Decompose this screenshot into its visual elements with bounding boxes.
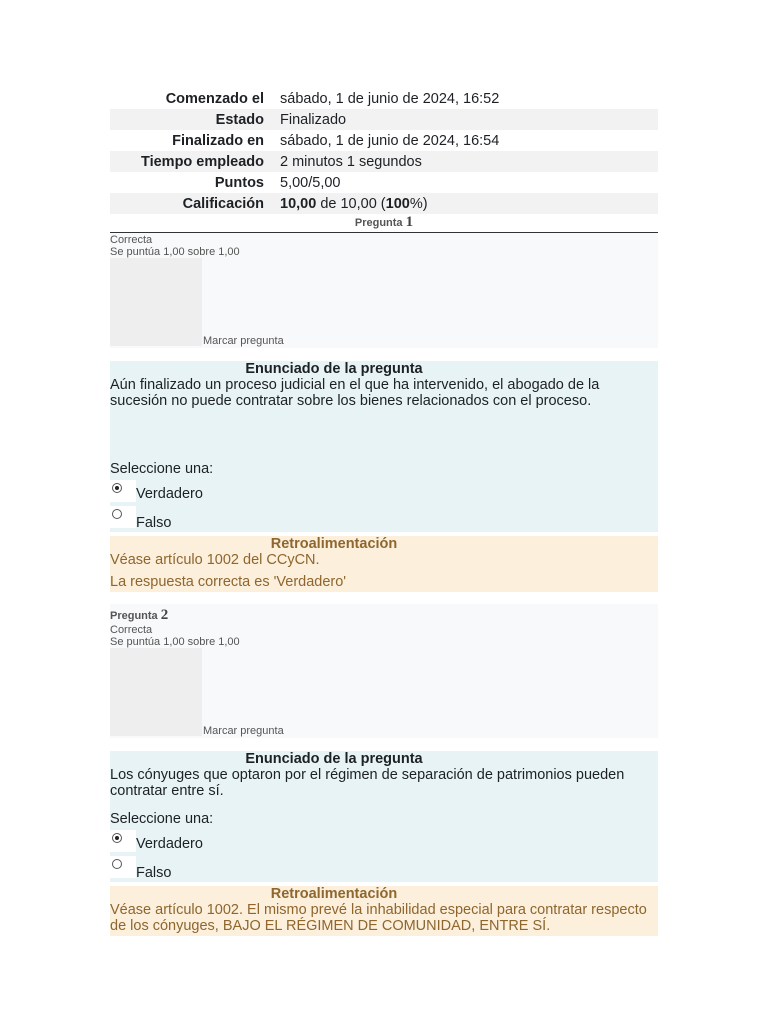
radio-selected-icon (112, 483, 122, 493)
question-text: Los cónyuges que optaron por el régimen de separación de patrimonios pueden contratar entre sí. (110, 767, 625, 799)
summary-value: sábado, 1 de junio de 2024, 16:52 (280, 90, 500, 107)
question-2-content (110, 751, 658, 882)
summary-grade-value (272, 193, 658, 214)
question-grade: Se puntúa 1,00 sobre 1,00 (110, 246, 240, 258)
radio-empty-icon (112, 859, 122, 869)
option-label: Falso (136, 515, 172, 531)
summary-value: 5,00/5,00 (280, 174, 341, 191)
feedback-text: Véase artículo 1002. El mismo prevé la inhabilidad especial para contratar respecto de los cónyuges, BAJO EL RÉGIMEN DE COMUNIDAD, ENTRE SÍ. (110, 902, 647, 934)
grade-score: 10,00 (280, 195, 317, 212)
summary-row-finished (110, 130, 658, 151)
question-label: Pregunta (110, 610, 158, 622)
summary-row-points (110, 172, 658, 193)
option-verdadero[interactable] (110, 480, 658, 506)
summary-label: Puntos (214, 174, 264, 191)
question-state: Correcta (110, 624, 153, 636)
summary-label: Calificación (110, 193, 272, 214)
feedback-heading: Retroalimentación (270, 536, 398, 552)
question-2-info-box (110, 648, 202, 736)
option-label: Verdadero (136, 486, 203, 502)
option-verdadero[interactable] (110, 830, 658, 856)
summary-label: Estado (110, 109, 272, 130)
question-num: 2 (160, 607, 169, 623)
grade-mid: de 10,00 ( (316, 195, 386, 212)
question-heading: Enunciado de la pregunta (245, 361, 423, 377)
radio-selected-icon (112, 833, 122, 843)
radio-empty-icon (112, 509, 122, 519)
option-label: Verdadero (136, 836, 203, 852)
option-label: Falso (136, 865, 172, 881)
summary-label: Comenzado el (165, 90, 264, 107)
radio-input[interactable] (110, 830, 136, 852)
summary-value: 2 minutos 1 segundos (272, 151, 658, 172)
question-1-info (110, 233, 658, 348)
radio-input[interactable] (110, 480, 136, 502)
flag-question-link[interactable]: Marcar pregunta (203, 335, 284, 347)
summary-row-started (110, 88, 658, 109)
radio-input[interactable] (110, 856, 136, 878)
feedback-text: Véase artículo 1002 del CCyCN. (110, 552, 320, 568)
summary-label: Tiempo empleado (110, 151, 272, 172)
summary-label: Finalizado en (172, 132, 264, 149)
question-1-info-box (110, 258, 202, 346)
option-falso[interactable] (110, 504, 658, 530)
question-grade: Se puntúa 1,00 sobre 1,00 (110, 636, 240, 648)
grade-end: %) (409, 195, 428, 212)
question-num: 1 (405, 214, 414, 230)
question-2-info (110, 604, 658, 738)
attempt-summary-table (110, 88, 658, 214)
answer-prompt: Seleccione una: (110, 811, 214, 827)
summary-row-time (110, 151, 658, 172)
radio-input[interactable] (110, 506, 136, 528)
summary-value: Finalizado (272, 109, 658, 130)
summary-value: sábado, 1 de junio de 2024, 16:54 (280, 132, 500, 149)
option-falso[interactable] (110, 854, 658, 880)
question-text: Aún finalizado un proceso judicial en el que ha intervenido, el abogado de la sucesión no puede contratar sobre los bienes relacionados con el proceso. (110, 377, 600, 409)
feedback-heading: Retroalimentación (270, 886, 398, 902)
question-1-content (110, 361, 658, 532)
summary-row-grade (110, 193, 658, 214)
question-1-number (110, 214, 658, 231)
flag-question-link[interactable]: Marcar pregunta (203, 725, 284, 737)
question-1-feedback (110, 536, 658, 592)
answer-prompt: Seleccione una: (110, 461, 214, 477)
question-heading: Enunciado de la pregunta (245, 751, 423, 767)
grade-percent: 100 (385, 195, 410, 212)
question-label: Pregunta (354, 217, 403, 229)
summary-row-state (110, 109, 658, 130)
right-answer: La respuesta correcta es 'Verdadero' (110, 574, 347, 590)
question-2-feedback (110, 886, 658, 936)
question-2-number (110, 604, 658, 624)
question-state: Correcta (110, 234, 153, 246)
